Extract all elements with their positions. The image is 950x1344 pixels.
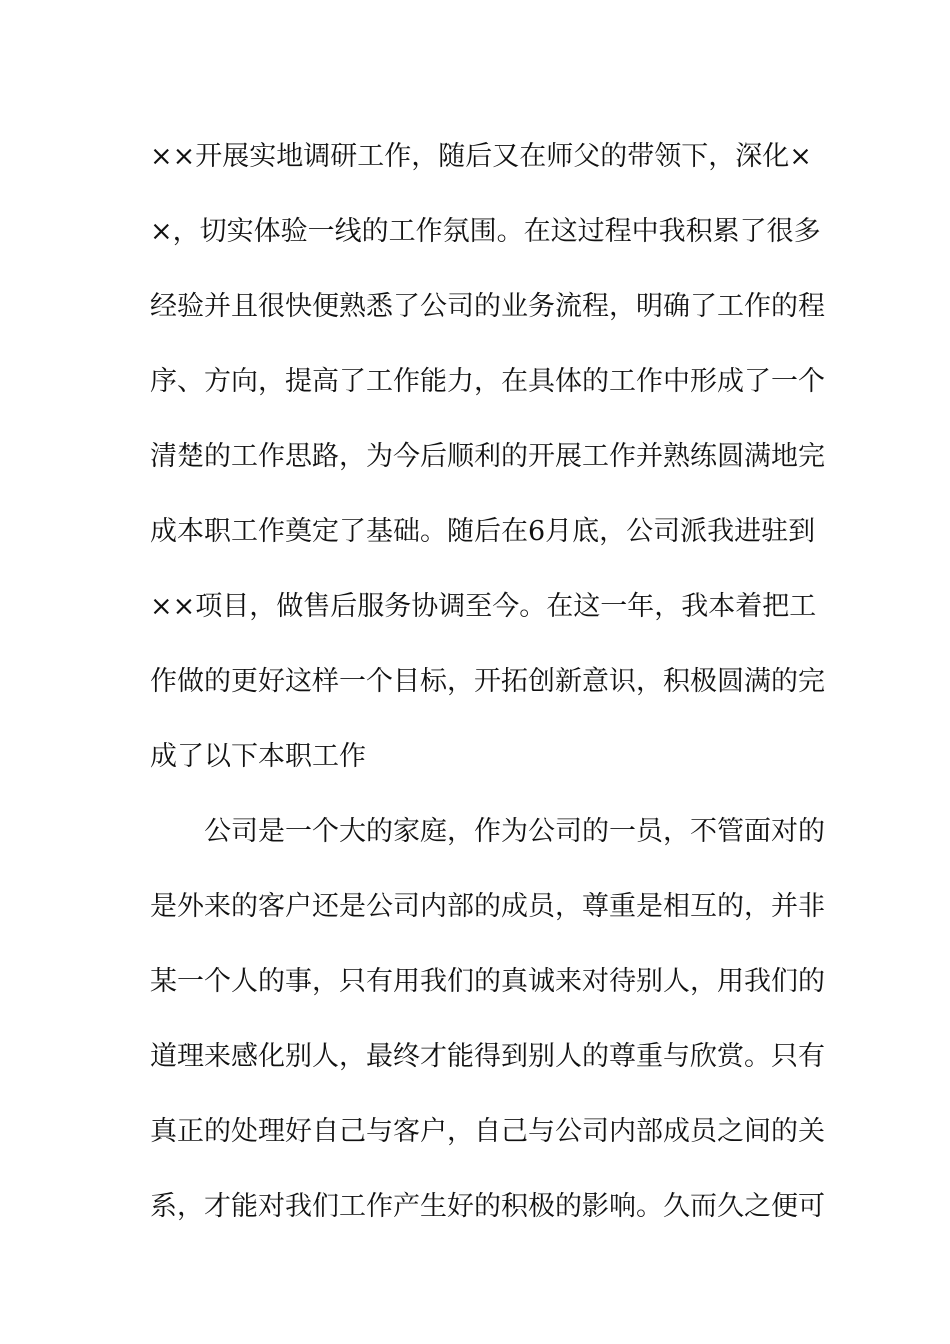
paragraph-line: 经验并且很快便熟悉了公司的业务流程，明确了工作的程 — [150, 291, 825, 322]
paragraph-line: ××开展实地调研工作，随后又在师父的带领下，深化× — [150, 141, 812, 172]
paragraph-line: 某一个人的事，只有用我们的真诚来对待别人，用我们的 — [150, 966, 825, 997]
paragraph-line: 系，才能对我们工作产生好的积极的影响。久而久之便可 — [150, 1191, 825, 1222]
paragraph-first-line: 公司是一个大的家庭，作为公司的一员，不管面对的 — [204, 816, 825, 847]
paragraph-1 — [150, 133, 825, 808]
paragraph-line: 成本职工作奠定了基础。随后在6月底，公司派我进驻到 — [150, 516, 816, 547]
paragraph-line: 序、方向，提高了工作能力，在具体的工作中形成了一个 — [150, 366, 825, 397]
paragraph-line: 作做的更好这样一个目标，开拓创新意识，积极圆满的完 — [150, 666, 825, 697]
paragraph-line: 是外来的客户还是公司内部的成员，尊重是相互的，并非 — [150, 891, 825, 922]
paragraph-line: ××项目，做售后服务协调至今。在这一年，我本着把工 — [150, 591, 817, 622]
paragraph-line: 真正的处理好自己与客户，自己与公司内部成员之间的关 — [150, 1116, 825, 1147]
paragraph-line: 成了以下本职工作 — [150, 741, 366, 772]
document-body — [150, 133, 825, 1258]
paragraph-2 — [150, 808, 825, 1258]
paragraph-line: 清楚的工作思路，为今后顺利的开展工作并熟练圆满地完 — [150, 441, 825, 472]
paragraph-line: 道理来感化别人，最终才能得到别人的尊重与欣赏。只有 — [150, 1041, 825, 1072]
paragraph-line: ×，切实体验一线的工作氛围。在这过程中我积累了很多 — [150, 216, 821, 247]
